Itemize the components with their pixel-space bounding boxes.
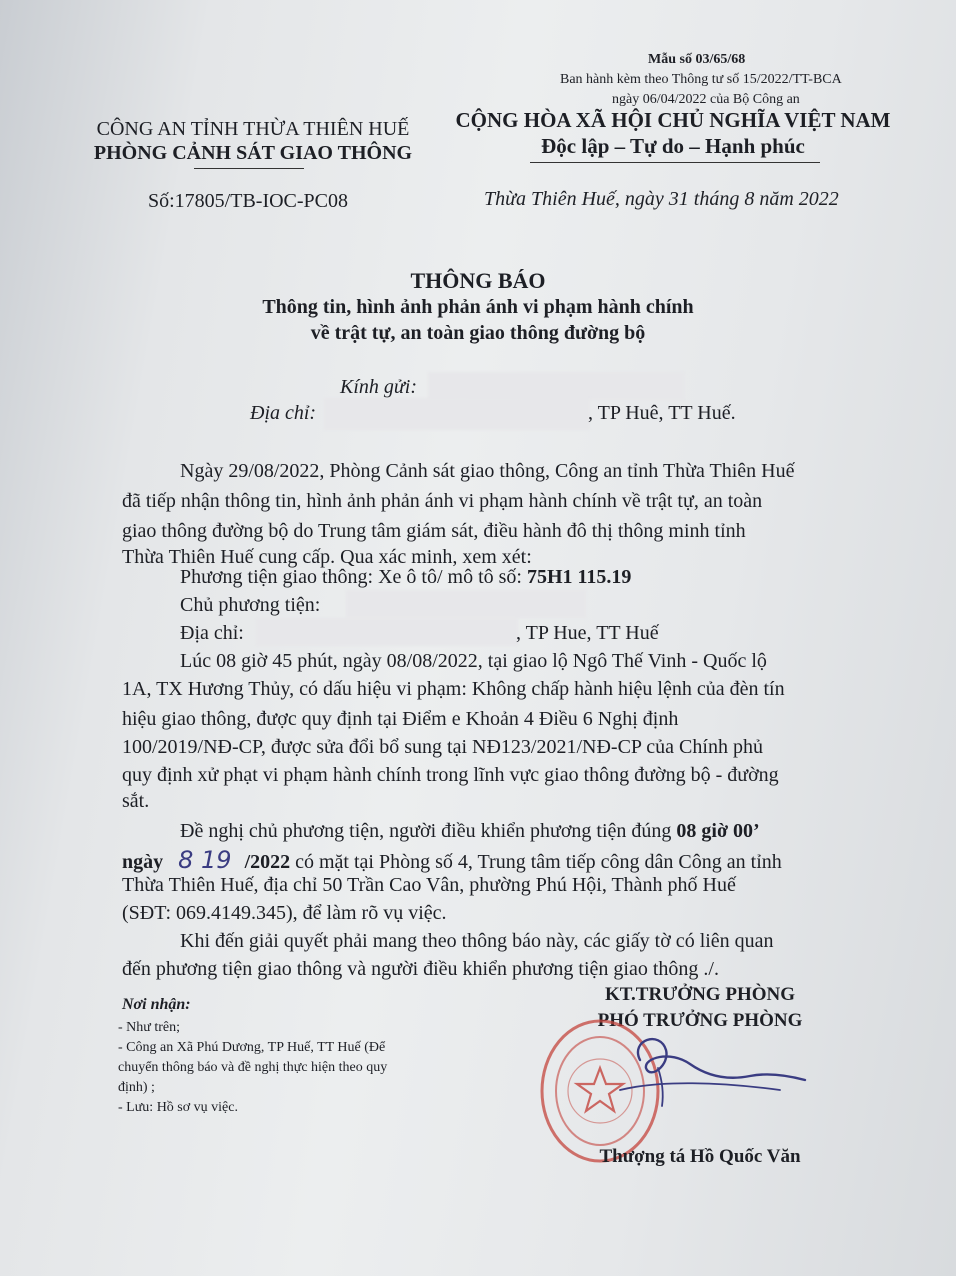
signer-name: Thượng tá Hồ Quốc Văn bbox=[599, 1146, 801, 1167]
p2-line-1: Lúc 08 giờ 45 phút, ngày 08/08/2022, tại giao lộ Ngô Thế Vinh - Quốc lộ bbox=[180, 650, 767, 672]
motto: Độc lập – Tự do – Hạnh phúc bbox=[541, 134, 805, 158]
to-label: Kính gửi: bbox=[340, 376, 418, 398]
recipients-label: Nơi nhận: bbox=[122, 996, 191, 1013]
recipients-item-3: - Lưu: Hồ sơ vụ việc. bbox=[118, 1100, 238, 1115]
notice-title: THÔNG BÁO bbox=[410, 268, 546, 293]
owner-label: Chủ phương tiện: bbox=[180, 594, 321, 616]
p3-line-1: Đề nghị chủ phương tiện, người điều khiển phương tiện đúng bbox=[180, 820, 677, 842]
vehicle-label: Phương tiện giao thông: Xe ô tô/ mô tô số: bbox=[180, 566, 527, 588]
notice-subtitle-1: Thông tin, hình ảnh phản ánh vi phạm hành chính bbox=[262, 296, 694, 318]
address-suffix: , TP Huê, TT Huế. bbox=[588, 402, 736, 424]
p2-line-6: sắt. bbox=[122, 790, 150, 812]
document-number: Số:17805/TB-IOC-PC08 bbox=[148, 190, 349, 212]
issued-with: Ban hành kèm theo Thông tư số 15/2022/TT-BCA bbox=[560, 72, 842, 87]
country-name: CỘNG HÒA XÃ HỘI CHỦ NGHĨA VIỆT NAM bbox=[455, 108, 891, 132]
p3-line-3: Thừa Thiên Huế, địa chỉ 50 Trần Cao Vân, phường Phú Hội, Thành phố Huế bbox=[122, 874, 736, 896]
p3-line-2: có mặt tại Phòng số 4, Trung tâm tiếp công dân Công an tỉnh bbox=[290, 851, 782, 873]
signature-title-1: KT.TRƯỞNG PHÒNG bbox=[605, 984, 795, 1005]
p1-line-4: Thừa Thiên Huế cung cấp. Qua xác minh, xem xét: bbox=[122, 546, 532, 568]
agency-underline bbox=[194, 168, 304, 169]
place-date: Thừa Thiên Huế, ngày 31 tháng 8 năm 2022 bbox=[484, 188, 839, 210]
p1-line-2: đã tiếp nhận thông tin, hình ảnh phản ánh vi phạm hành chính về trật tự, an toàn bbox=[122, 490, 763, 512]
p1-line-1: Ngày 29/08/2022, Phòng Cảnh sát giao thông, Công an tỉnh Thừa Thiên Huế bbox=[180, 460, 795, 482]
p2-line-4: 100/2019/NĐ-CP, được sửa đổi bổ sung tại NĐ123/2021/NĐ-CP của Chính phủ bbox=[122, 736, 763, 758]
p3-line-4: (SĐT: 069.4149.345), để làm rõ vụ việc. bbox=[122, 902, 447, 924]
agency-parent: CÔNG AN TỈNH THỪA THIÊN HUẾ bbox=[96, 118, 410, 140]
owner-address-suffix: , TP Hue, TT Huế bbox=[516, 622, 659, 644]
p2-line-2: 1A, TX Hương Thủy, có dấu hiệu vi phạm: Không chấp hành hiệu lệnh của đèn tín bbox=[122, 678, 785, 700]
agency-name: PHÒNG CẢNH SÁT GIAO THÔNG bbox=[93, 142, 413, 164]
p3-time: 08 giờ 00’ bbox=[676, 820, 760, 842]
redacted-owner-address bbox=[256, 618, 518, 646]
owner-address-label: Địa chỉ: bbox=[180, 622, 244, 644]
p2-line-5: quy định xử phạt vi phạm hành chính trong lĩnh vực giao thông đường bộ - đường bbox=[122, 764, 779, 786]
recipients-item-2c: định) ; bbox=[118, 1080, 155, 1095]
recipients-item-2b: chuyển thông báo và đề nghị thực hiện theo quy bbox=[118, 1060, 388, 1075]
issued-date: ngày 06/04/2022 của Bộ Công an bbox=[612, 92, 800, 107]
notice-subtitle-2: về trật tự, an toàn giao thông đường bộ bbox=[310, 322, 646, 344]
address-label: Địa chỉ: bbox=[250, 402, 317, 424]
motto-underline bbox=[530, 162, 820, 163]
vehicle-plate: 75H1 115.19 bbox=[526, 566, 632, 588]
redacted-owner bbox=[346, 590, 586, 618]
form-number: Mẫu số 03/65/68 bbox=[648, 52, 746, 67]
p3-year: /2022 bbox=[244, 851, 291, 873]
signature-title-2: PHÓ TRƯỞNG PHÒNG bbox=[597, 1010, 803, 1031]
handwritten-date: 8 19 bbox=[178, 846, 232, 874]
p4-line-1: Khi đến giải quyết phải mang theo thông báo này, các giấy tờ có liên quan bbox=[180, 930, 774, 952]
p1-line-3: giao thông đường bộ do Trung tâm giám sát, điều hành đô thị thông minh tỉnh bbox=[122, 520, 746, 542]
redacted-address bbox=[324, 398, 590, 430]
redacted-recipient bbox=[428, 372, 684, 400]
p3-day-label: ngày bbox=[122, 851, 164, 873]
handwritten-signature bbox=[600, 1020, 830, 1130]
recipients-item-1: - Như trên; bbox=[118, 1020, 181, 1035]
recipients-item-2a: - Công an Xã Phú Dương, TP Huế, TT Huế (Để bbox=[118, 1040, 386, 1055]
p2-line-3: hiệu giao thông, được quy định tại Điểm e Khoản 4 Điều 6 Nghị định bbox=[122, 708, 679, 730]
p4-line-2: đến phương tiện giao thông và người điều khiển phương tiện giao thông ./. bbox=[122, 958, 719, 980]
